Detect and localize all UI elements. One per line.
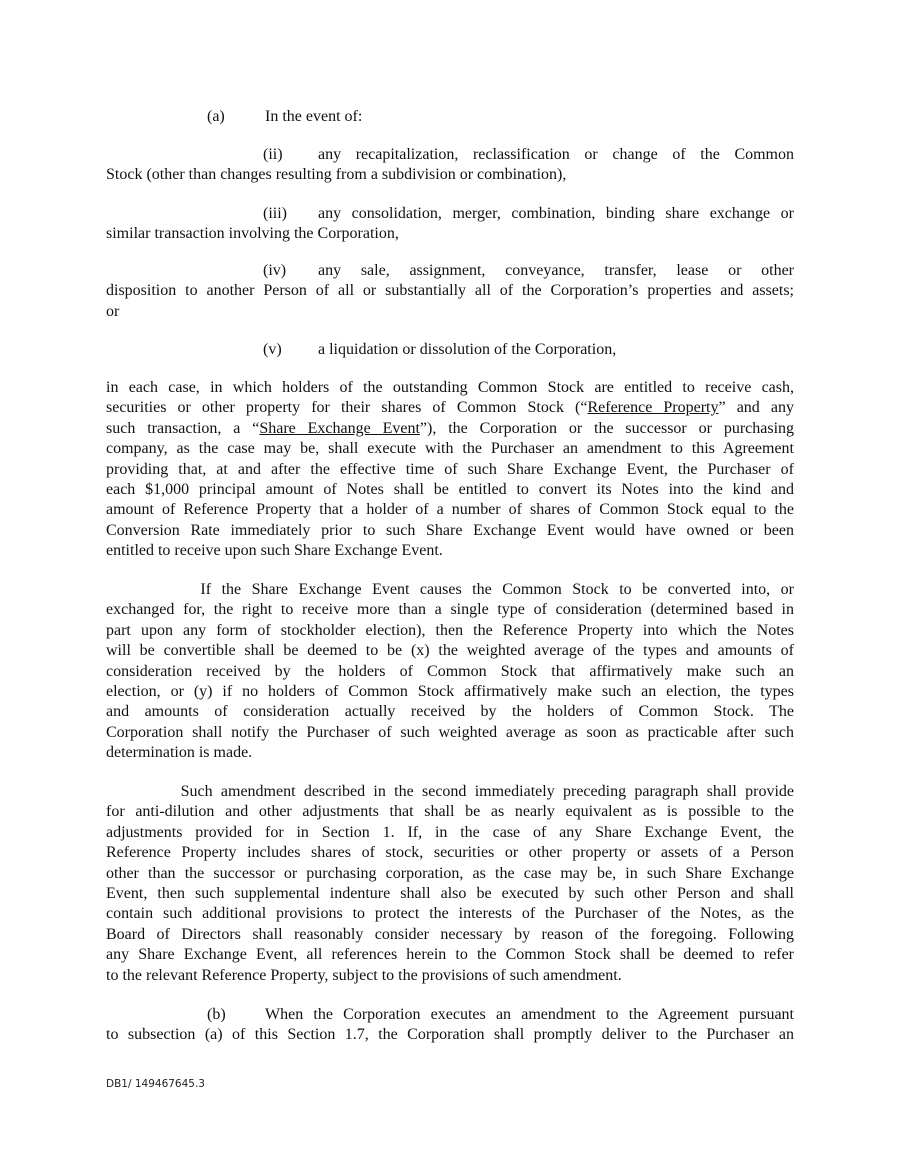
text-line	[106, 600, 794, 620]
text-line	[106, 480, 794, 500]
text-segment: Corporation shall notify the Purchaser of such weighted average as soon as practicable after such	[106, 723, 794, 741]
text-line	[106, 864, 794, 884]
item-text	[318, 204, 794, 224]
text-segment: entitled to receive upon such Share Exchange Event.	[106, 542, 443, 560]
text-segment: Such amendment described in the second immediately preceding paragraph shall provide	[106, 783, 794, 800]
text-line	[106, 500, 794, 520]
item-label: (v)	[263, 341, 282, 358]
text-segment: for anti-dilution and other adjustments that shall be as nearly equivalent as is possible to the	[106, 803, 794, 821]
text-segment: Reference Property includes shares of stock, securities or other property or assets of a Person	[106, 844, 794, 862]
text-segment: If the Share Exchange Event causes the Common Stock to be converted into, or	[106, 581, 794, 598]
text-segment: Event, then such supplemental indenture shall also be executed by such other Person and shall	[106, 884, 794, 902]
item-continuation	[106, 224, 794, 244]
item-text	[318, 340, 794, 360]
item-continuation	[106, 281, 794, 322]
text-line: Stock (other than changes resulting from a subdivision or combination),	[106, 166, 567, 184]
text-line	[106, 904, 794, 924]
text-line: similar transaction involving the Corporation,	[106, 225, 399, 243]
text-line	[106, 419, 794, 439]
paragraph-body	[106, 378, 794, 562]
text-line	[106, 702, 794, 722]
text-segment: each $1,000 principal amount of Notes shall be entitled to convert its Notes into the kind and	[106, 480, 794, 498]
text-line	[106, 723, 794, 743]
text-segment: contain such additional provisions to protect the interests of the Purchaser of the Notes, as the	[106, 905, 794, 923]
text-line	[106, 743, 794, 763]
text-segment: will be convertible shall be deemed to be (x) the weighted average of the types and amounts of	[106, 642, 794, 660]
paragraph-body	[106, 580, 794, 764]
text-segment: other than the successor or purchasing corporation, as the case may be, in such Share Exchange	[106, 864, 794, 882]
item-text	[318, 145, 794, 165]
text-line: to subsection (a) of this Section 1.7, the Corporation shall promptly deliver to the Purchaser an	[106, 1026, 794, 1044]
item-text: In the event of:	[265, 108, 363, 125]
text-segment: exchanged for, the right to receive more than a single type of consideration (determined based in	[106, 601, 794, 619]
text-line: any recapitalization, reclassification or change of the Common	[318, 146, 794, 163]
text-segment: and amounts of consideration actually received by the holders of Common Stock. The	[106, 703, 794, 721]
text-segment: adjustments provided for in Section 1. If, in the case of any Share Exchange Event, the	[106, 823, 794, 841]
text-line: When the Corporation executes an amendment to the Agreement pursuant	[265, 1006, 794, 1023]
item-continuation	[106, 1025, 794, 1045]
text-line	[106, 641, 794, 661]
defined-term: Reference Property	[587, 399, 719, 417]
text-segment: company, as the case may be, shall execute with the Purchaser an amendment to this Agreement	[106, 440, 794, 458]
text-line	[106, 662, 794, 682]
text-line	[106, 580, 794, 600]
text-line	[106, 823, 794, 843]
item-label: (b)	[207, 1006, 226, 1023]
text-line	[106, 621, 794, 641]
text-line: any consolidation, merger, combination, binding share exchange or	[318, 205, 794, 222]
text-line	[106, 682, 794, 702]
text-segment: consideration received by the holders of Common Stock that affirmatively make such an	[106, 662, 794, 680]
text-line	[106, 945, 794, 965]
text-segment: determination is made.	[106, 744, 253, 762]
item-continuation	[106, 165, 794, 185]
text-segment: securities or other property for their shares of Common Stock (“	[106, 399, 588, 417]
paragraph-body	[106, 782, 794, 986]
text-line	[106, 460, 794, 480]
text-segment: in each case, in which holders of the outstanding Common Stock are entitled to receive cash,	[106, 379, 794, 396]
text-segment: such transaction, a “	[106, 419, 260, 437]
text-line	[106, 439, 794, 459]
text-line: disposition to another Person of all or substantially all of the Corporation’s properties and assets;	[106, 282, 794, 300]
text-line	[106, 925, 794, 945]
document-id-footer: DB1/ 149467645.3	[106, 1078, 205, 1090]
item-text	[318, 261, 794, 281]
text-line	[106, 398, 794, 418]
text-line	[106, 966, 794, 986]
text-segment: ”), the Corporation or the successor or purchasing	[419, 419, 795, 437]
text-segment: ” and any	[718, 399, 794, 417]
text-segment: providing that, at and after the effective time of such Share Exchange Event, the Purchaser of	[106, 460, 794, 478]
text-line	[106, 802, 794, 822]
text-line: a liquidation or dissolution of the Corporation,	[318, 341, 617, 358]
text-line: or	[106, 302, 120, 320]
item-label: (ii)	[263, 146, 283, 163]
item-label: (a)	[207, 108, 225, 125]
text-line	[106, 884, 794, 904]
text-line	[106, 782, 794, 802]
item-label: (iv)	[263, 262, 287, 279]
item-label: (iii)	[263, 205, 287, 222]
text-line	[106, 541, 794, 561]
text-line	[106, 378, 794, 398]
text-line	[106, 843, 794, 863]
text-segment: part upon any form of stockholder election), then the Reference Property into which the Notes	[106, 621, 794, 639]
item-text	[265, 1005, 794, 1025]
text-segment: amount of Reference Property that a holder of a number of shares of Common Stock equal to the	[106, 501, 794, 519]
text-segment: any Share Exchange Event, all references herein to the Common Stock shall be deemed to refer	[106, 946, 794, 964]
text-segment: Board of Directors shall reasonably consider necessary by reason of the foregoing. Following	[106, 925, 794, 943]
text-segment: to the relevant Reference Property, subject to the provisions of such amendment.	[106, 966, 622, 984]
text-line: any sale, assignment, conveyance, transfer, lease or other	[318, 262, 794, 279]
text-line	[106, 521, 794, 541]
defined-term: Share Exchange Event	[259, 419, 420, 437]
text-segment: election, or (y) if no holders of Common Stock affirmatively make such an election, the types	[106, 682, 794, 700]
text-segment: Conversion Rate immediately prior to such Share Exchange Event would have owned or been	[106, 521, 794, 539]
